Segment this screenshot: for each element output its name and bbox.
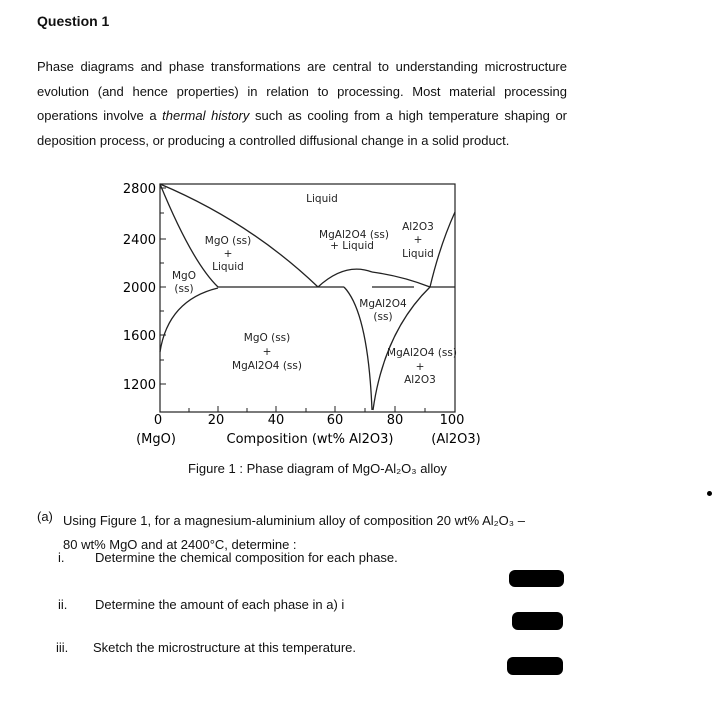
region-mgo-liquid-1: MgO (ss) [204, 235, 252, 247]
part-a-line-2: 80 wt% MgO and at 2400°C, determine : [63, 537, 297, 552]
region-spinel-al2o3-1: MgAl2O4 (ss) [387, 347, 457, 359]
region-mgo-spinel-3: MgAl2O4 (ss) [232, 360, 302, 372]
region-spinel-al2o3-3: Al2O3 [404, 374, 436, 386]
y-tick-2800: 2800 [122, 182, 156, 197]
sub-question-number: i. [58, 550, 65, 565]
intro-text-1: Phase diagrams and phase transformations are central to understanding microstructure evolution (and hence properties) in relation to processing. Most material processing operations involve a [37, 59, 567, 123]
region-spinel-ss-2: (ss) [373, 311, 393, 323]
redaction-mark-3 [507, 657, 563, 675]
x-tick-40: 40 [267, 413, 285, 428]
y-tick-1600: 1600 [122, 329, 156, 344]
y-ticks [160, 188, 166, 384]
sub-question-number: ii. [58, 597, 68, 612]
region-mgo-liquid-3: Liquid [212, 261, 244, 273]
y-tick-1200: 1200 [122, 378, 156, 393]
intro-text-2: such as cooling from a high temperature shaping or deposition process, or producing a controlled diffusional change in a solid product. [37, 108, 568, 148]
x-tick-20: 20 [207, 413, 225, 428]
y-tick-2000: 2000 [122, 281, 156, 296]
region-mgo-spinel-2: + [262, 346, 272, 358]
figure-caption [0, 461, 725, 476]
x-tick-0: 0 [153, 413, 163, 428]
region-liquid: Liquid [306, 193, 338, 205]
part-a-line-1: Using Figure 1, for a magnesium-aluminium alloy of composition 20 wt% Al₂O₃ – [63, 513, 525, 528]
region-spinel-al2o3-2: + [415, 361, 425, 373]
question-title: Question 1 [37, 13, 110, 29]
x-tick-100: 100 [439, 413, 465, 428]
sub-question-number: iii. [56, 640, 69, 655]
region-spinel-ss-1: MgAl2O4 [359, 298, 407, 310]
margin-dot [707, 491, 712, 496]
x-axis-label: Composition (wt% Al2O3) [226, 432, 394, 447]
region-mgo-spinel-1: MgO (ss) [243, 332, 291, 344]
redaction-mark-2 [512, 612, 563, 630]
x-tick-60: 60 [326, 413, 344, 428]
x-left-end-label: (MgO) [136, 432, 176, 447]
region-mgo-ss-2: (ss) [174, 283, 194, 295]
region-al2o3-liquid-3: Liquid [402, 248, 434, 260]
region-al2o3-liquid-1: Al2O3 [402, 221, 434, 233]
sub-question-text: Sketch the microstructure at this temperature. [93, 640, 356, 655]
x-tick-80: 80 [386, 413, 404, 428]
sub-question-text: Determine the chemical composition for each phase. [95, 550, 398, 565]
region-spinel-liquid-2: + Liquid [330, 240, 374, 252]
intro-emphasis: thermal history [162, 108, 250, 123]
part-a-label: (a) [37, 509, 53, 524]
region-mgo-liquid-2: + [223, 248, 233, 260]
region-al2o3-liquid-2: + [413, 234, 423, 246]
sub-question-text: Determine the amount of each phase in a) i [95, 597, 345, 612]
region-spinel-liquid-1: MgAl2O4 (ss) [319, 229, 389, 241]
x-ticks [189, 406, 425, 412]
x-right-end-label: (Al2O3) [431, 432, 481, 447]
figure-caption-text: Figure 1 : Phase diagram of MgO-Al₂O₃ alloy [188, 461, 447, 476]
redaction-mark-1 [509, 570, 564, 587]
region-mgo-ss-1: MgO [172, 270, 196, 282]
y-tick-2400: 2400 [122, 233, 156, 248]
